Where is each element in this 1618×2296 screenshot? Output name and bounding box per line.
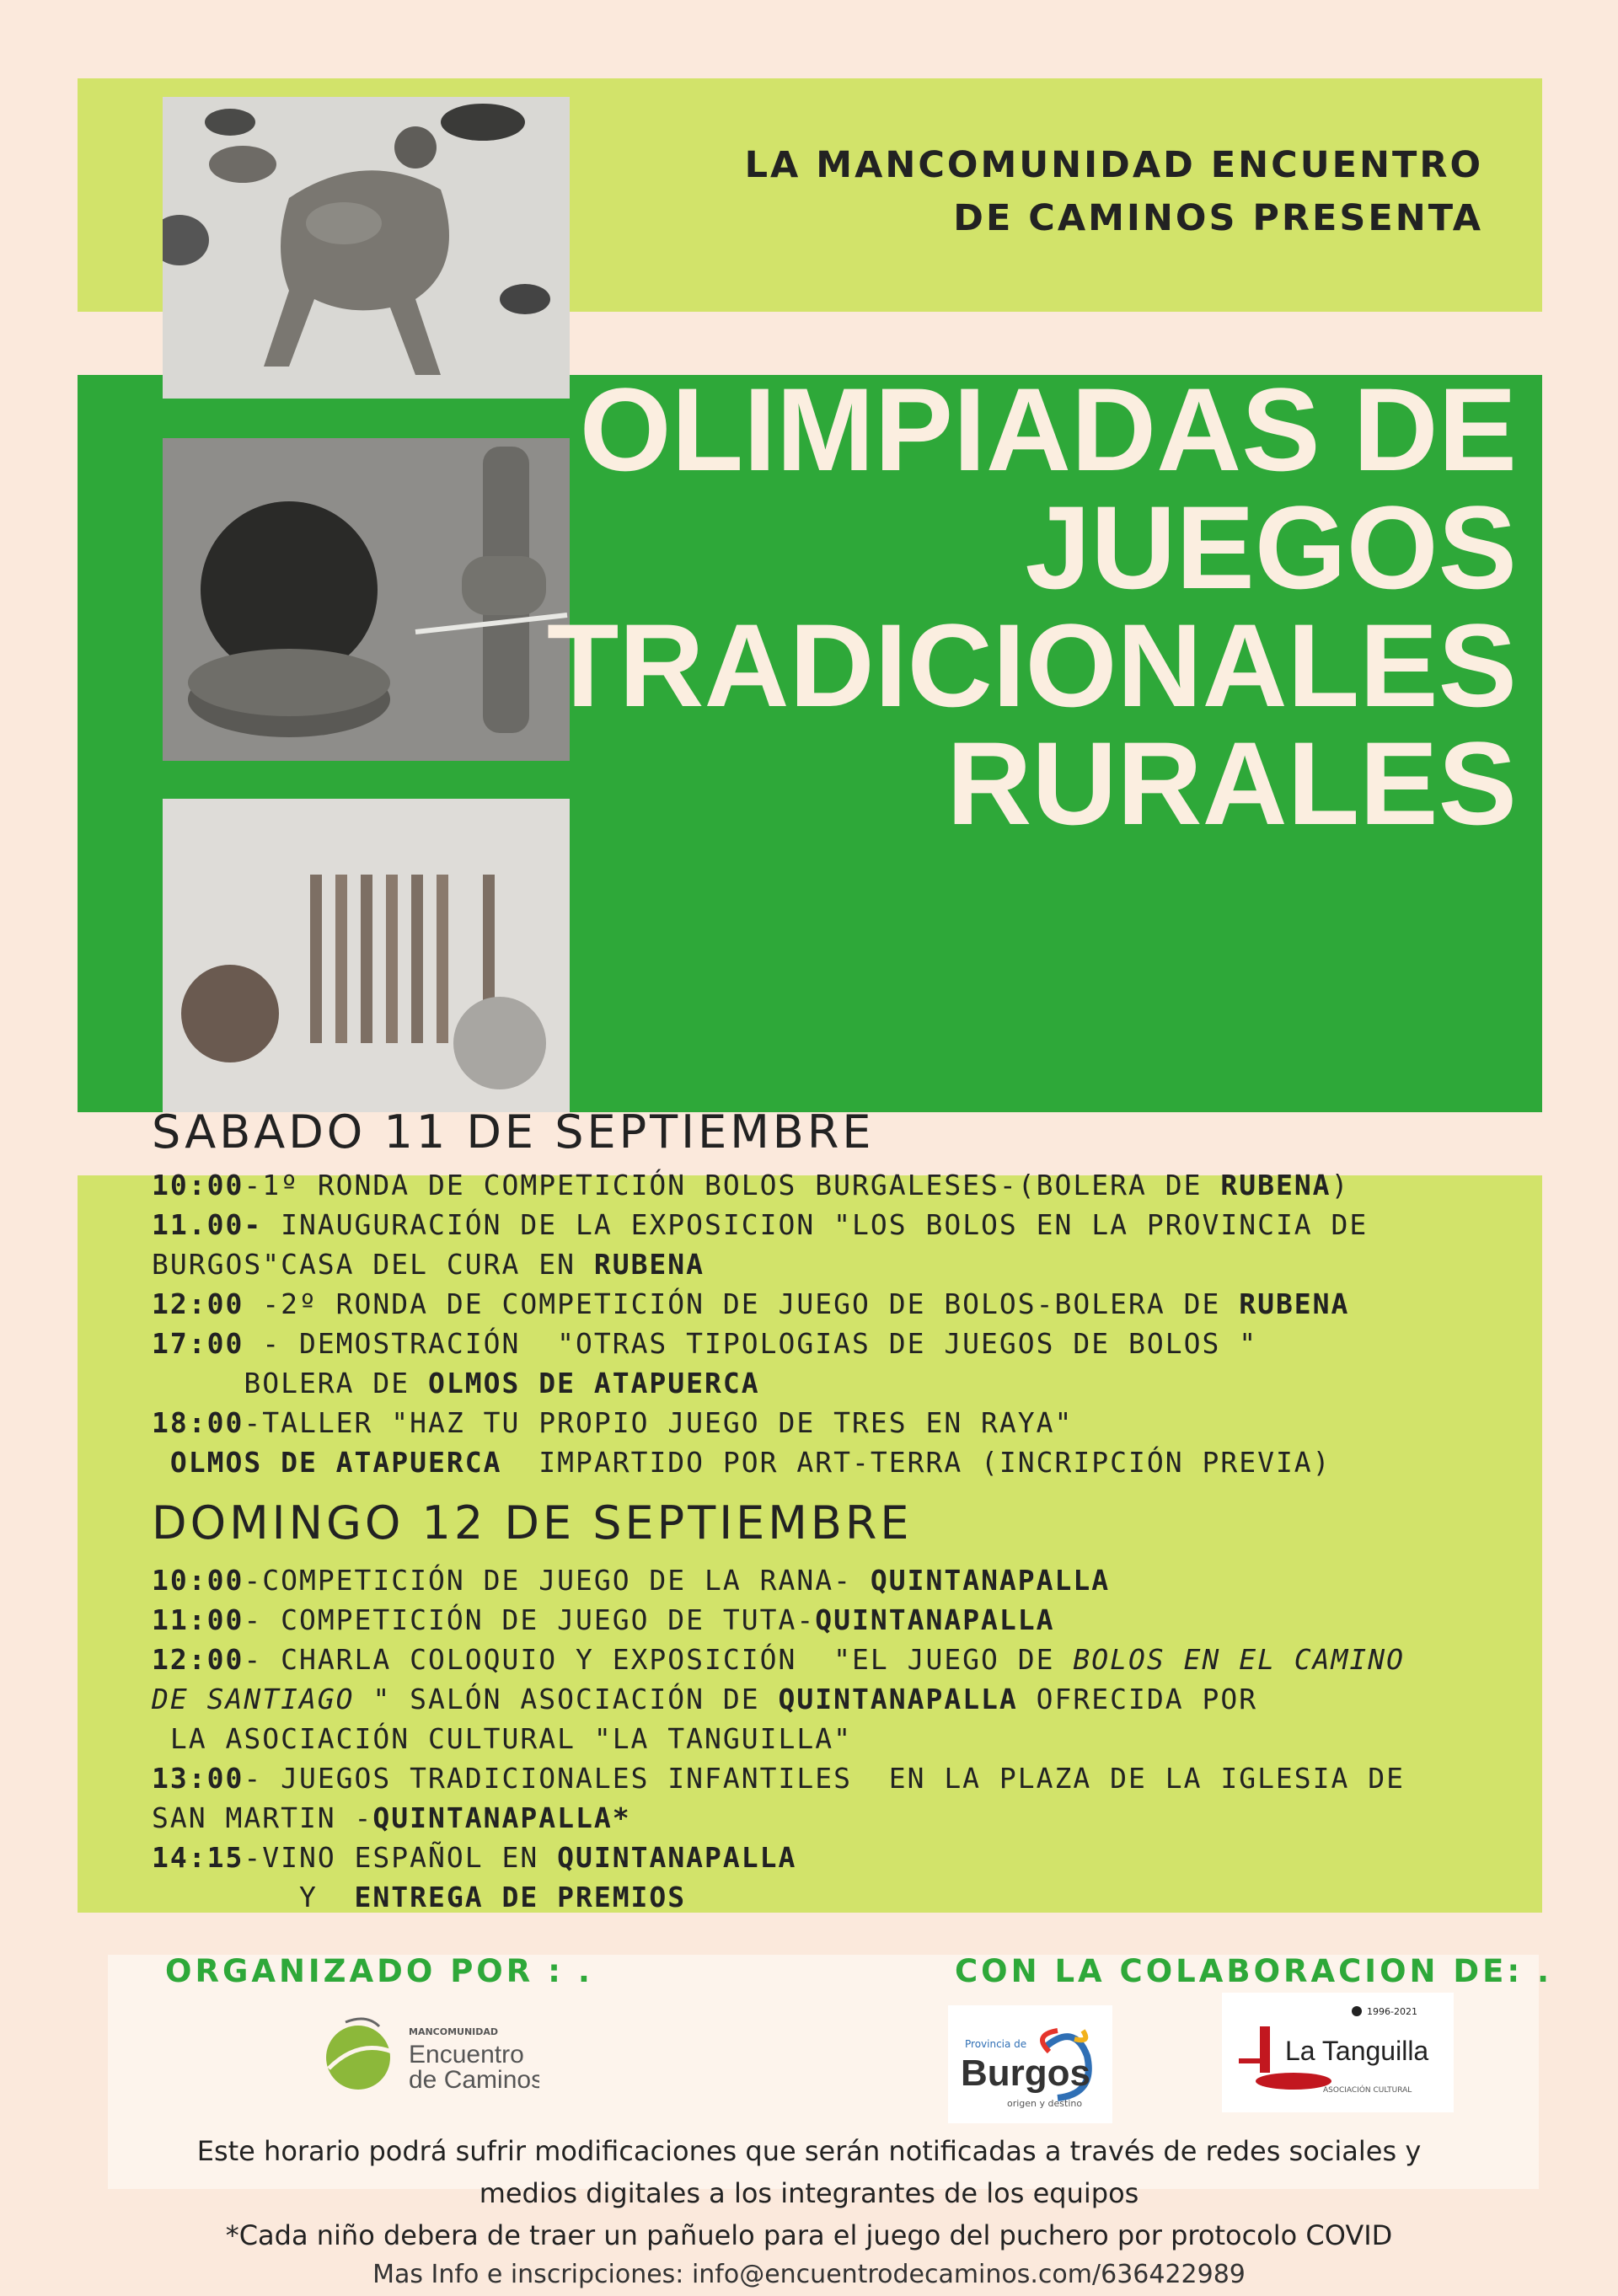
list-item <box>152 1600 1449 1640</box>
burgos-logo-icon <box>948 2005 1112 2123</box>
event-text: -2º RONDA DE COMPETICIÓN DE JUEGO DE BOLOS-BOLERA DE <box>244 1287 1240 1320</box>
event-italic: DE SANTIAGO <box>152 1683 355 1715</box>
event-text: OFRECIDA POR <box>1017 1683 1258 1715</box>
list-item <box>152 1838 1449 1917</box>
event-time: 10:00 <box>152 1169 244 1202</box>
event-place: QUINTANAPALLA <box>815 1603 1055 1636</box>
covid-note: *Cada niño debera de traer un pañuelo para el juego del puchero por protocolo COVID <box>225 2219 1393 2251</box>
event-text: - JUEGOS TRADICIONALES INFANTILES EN LA PLAZA DE LA IGLESIA DE <box>244 1762 1406 1795</box>
tanguilla-logo <box>1222 1993 1454 2112</box>
list-item <box>152 1560 1449 1600</box>
burgos-tagline: origen y destino <box>1007 2098 1083 2109</box>
event-time: 11:00 <box>152 1603 244 1636</box>
event-text: -1º RONDA DE COMPETICIÓN BOLOS BURGALESES-(BOLERA DE <box>244 1169 1221 1202</box>
saturday-heading: SABADO 11 DE SEPTIEMBRE <box>152 1105 875 1159</box>
list-item <box>152 1403 1449 1482</box>
disclaimer-line-2: medios digitales a los integrantes de los equipos <box>479 2177 1139 2209</box>
event-text: - COMPETICIÓN DE JUEGO DE TUTA- <box>244 1603 816 1636</box>
presenter-text <box>725 139 1483 245</box>
event-text: LA ASOCIACIÓN CULTURAL "LA TANGUILLA" <box>152 1722 852 1755</box>
tanguilla-name: La Tanguilla <box>1285 2036 1429 2066</box>
presenter-line-1: LA MANCOMUNIDAD ENCUENTRO <box>744 144 1483 186</box>
event-title <box>539 363 1517 849</box>
event-text: IMPARTIDO POR ART-TERRA (INCRIPCIÓN PREVIA) <box>501 1446 1331 1479</box>
title-line-2: JUEGOS <box>1025 481 1517 613</box>
event-place: QUINTANAPALLA <box>870 1564 1111 1597</box>
event-time: 10:00 <box>152 1564 244 1597</box>
event-time: 12:00 <box>152 1287 244 1320</box>
title-line-3: TRADICIONALES <box>546 599 1517 731</box>
event-text: BOLERA DE <box>152 1367 429 1400</box>
event-time: 11.00- <box>152 1208 263 1241</box>
list-item <box>152 1165 1449 1205</box>
tanguilla-subtitle: ASOCIACIÓN CULTURAL <box>1323 2086 1412 2095</box>
event-text: -COMPETICIÓN DE JUEGO DE LA RANA- <box>244 1564 871 1597</box>
saturday-schedule <box>152 1165 1449 1482</box>
list-item <box>152 1640 1449 1758</box>
mancomunidad-small-text: MANCOMUNIDAD <box>409 2026 499 2037</box>
tanguilla-logo-icon <box>1222 1993 1454 2112</box>
event-text: INAUGURACIÓN DE LA EXPOSICION "LOS BOLOS EN LA PROVINCIA DE <box>262 1208 1369 1241</box>
event-text: -TALLER "HAZ TU PROPIO JUEGO DE TRES EN RAYA" <box>244 1406 1074 1439</box>
event-text: " SALÓN ASOCIACIÓN DE <box>354 1683 779 1715</box>
event-text: ) <box>1331 1169 1350 1202</box>
event-time: 13:00 <box>152 1762 244 1795</box>
tanguilla-years: 1996-2021 <box>1367 2006 1417 2017</box>
frog-game-photo <box>163 97 570 399</box>
event-place: OLMOS DE ATAPUERCA <box>428 1367 760 1400</box>
collaborator-label: CON LA COLABORACION DE: . <box>955 1953 1553 1989</box>
event-italic: BOLOS EN EL CAMINO <box>1073 1643 1406 1676</box>
mancomunidad-logo <box>320 2005 539 2106</box>
organizer-label: ORGANIZADO POR : . <box>165 1953 593 1989</box>
title-line-4: RURALES <box>946 717 1517 849</box>
burgos-small-text: Provincia de <box>965 2038 1027 2050</box>
list-item <box>152 1758 1449 1838</box>
sunday-schedule <box>152 1560 1449 1917</box>
event-place: OLMOS DE ATAPUERCA <box>152 1446 502 1479</box>
bowling-pins-photo <box>163 799 570 1112</box>
list-item <box>152 1284 1449 1324</box>
event-place: RUBENA <box>593 1248 705 1281</box>
list-item <box>152 1324 1449 1403</box>
event-time: 12:00 <box>152 1643 244 1676</box>
schedule-disclaimer <box>135 2130 1483 2214</box>
title-line-1: OLIMPIADAS DE <box>579 363 1517 495</box>
event-time: 18:00 <box>152 1406 244 1439</box>
event-bold: ENTREGA DE PREMIOS <box>354 1881 687 1913</box>
event-place: QUINTANAPALLA* <box>372 1801 631 1834</box>
event-text: Y <box>152 1881 355 1913</box>
event-time: 17:00 <box>152 1327 244 1360</box>
burgos-name: Burgos <box>961 2052 1090 2094</box>
disclaimer-line-1: Este horario podrá sufrir modificaciones que serán notificadas a través de redes sociales y <box>196 2135 1422 2167</box>
event-text: SAN MARTIN - <box>152 1801 373 1834</box>
event-text: - CHARLA COLOQUIO Y EXPOSICIÓN "EL JUEGO DE <box>244 1643 1074 1676</box>
disc-game-icon <box>163 438 570 761</box>
event-text: BURGOS"CASA DEL CURA EN <box>152 1248 594 1281</box>
list-item <box>152 1205 1449 1284</box>
mancomunidad-line-1: Encuentro <box>409 2041 524 2069</box>
sunday-heading: DOMINGO 12 DE SEPTIEMBRE <box>152 1496 913 1549</box>
bowling-pins-icon <box>163 799 570 1112</box>
burgos-logo <box>948 2005 1112 2123</box>
disc-game-photo <box>163 438 570 761</box>
event-text: -VINO ESPAÑOL EN <box>244 1841 558 1874</box>
mancomunidad-line-2: de Caminos <box>409 2066 539 2094</box>
event-place: QUINTANAPALLA <box>778 1683 1018 1715</box>
contact-info: Mas Info e inscripciones: info@encuentrodecaminos.com/636422989 <box>372 2260 1246 2289</box>
frog-game-icon <box>163 97 570 399</box>
event-place: RUBENA <box>1239 1287 1350 1320</box>
event-place: RUBENA <box>1220 1169 1331 1202</box>
event-text: - DEMOSTRACIÓN "OTRAS TIPOLOGIAS DE JUEGOS DE BOLOS " <box>244 1327 1258 1360</box>
event-place: QUINTANAPALLA <box>557 1841 797 1874</box>
presenter-line-2: DE CAMINOS PRESENTA <box>953 197 1483 239</box>
mancomunidad-logo-icon <box>320 2005 539 2106</box>
event-time: 14:15 <box>152 1841 244 1874</box>
